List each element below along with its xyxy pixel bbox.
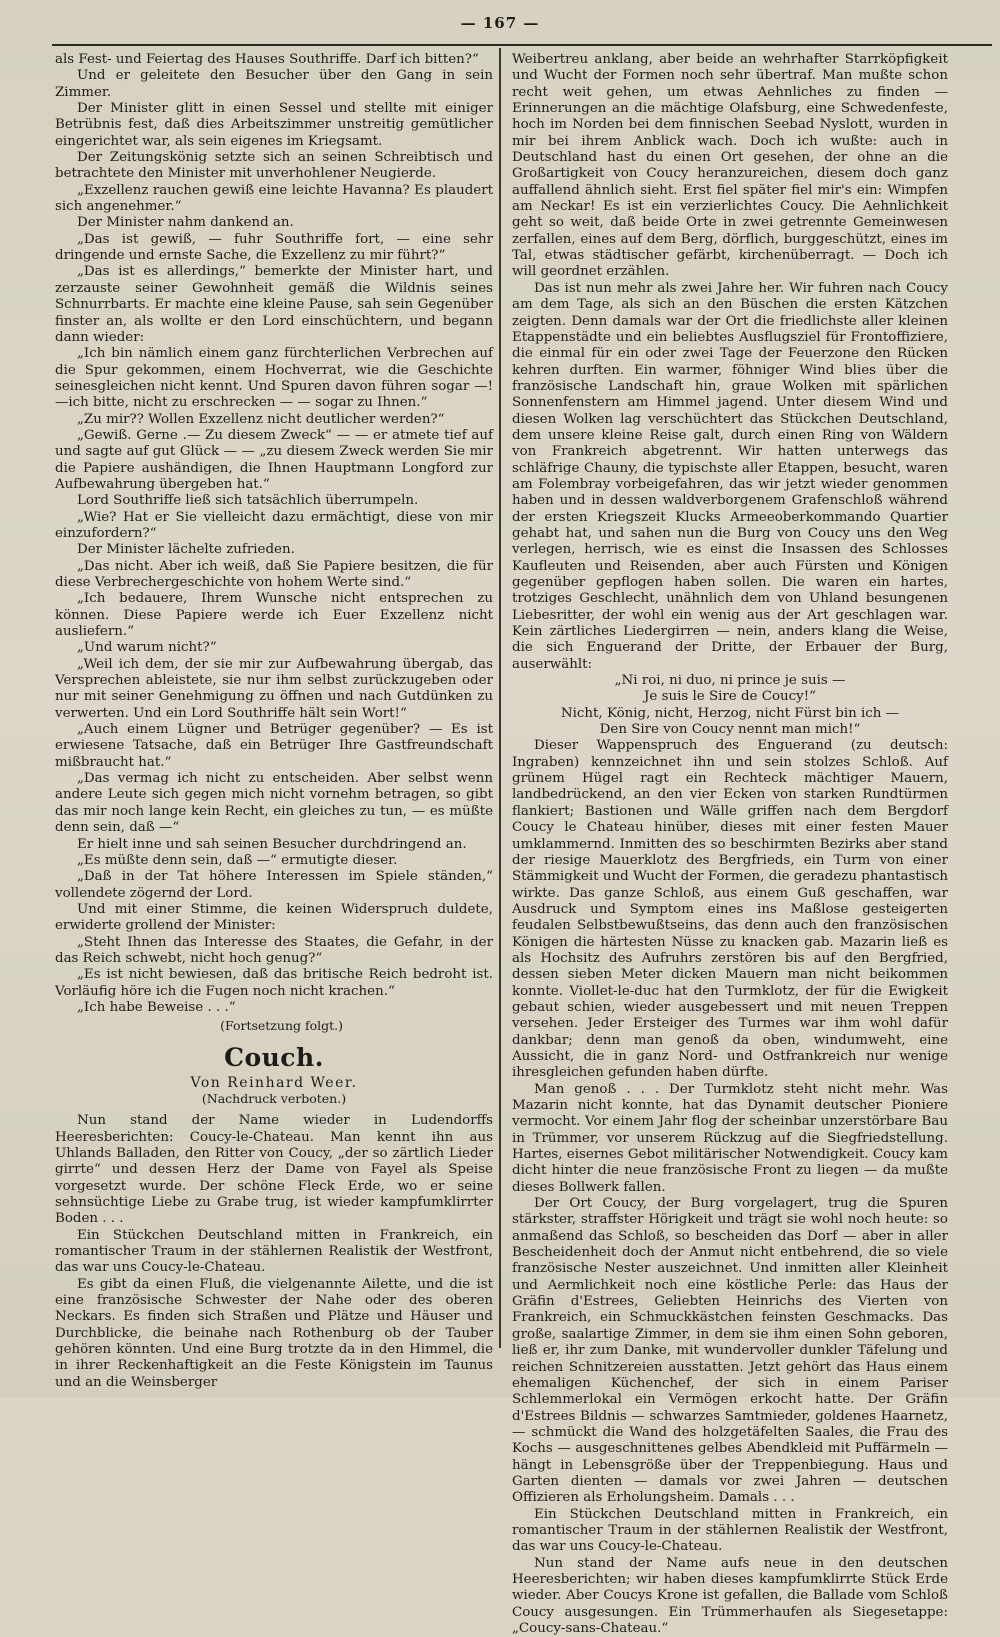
- paragraph: Nun stand der Name aufs neue in den deutschen Heeresberichten; wir haben dieses kampfumklirrte Stück Erde wieder. Aber Coucys Krone ist gefallen, die Ballade vom Schloß Coucy ausgesungen. Ein Trümmerhaufen als Siegesetappe: „Coucy-sans-Chateau.“: [512, 1555, 948, 1636]
- paragraph: Ein Stückchen Deutschland mitten in Frankreich, ein romantischer Traum in der stählernen Realistik der Westfront, das war uns Coucy-le-Chateau.: [55, 1227, 493, 1276]
- paragraph: Der Minister glitt in einen Sessel und stellte mit einiger Betrübnis fest, daß dies Arbeitszimmer unstreitig gemütlicher eingerichtet war, als sein eigenes im Kriegsamt.: [55, 101, 493, 149]
- column-divider: [499, 48, 501, 1348]
- paragraph: „Gewiß. Gerne .— Zu diesem Zweck“ — — er atmete tief auf und sagte auf gut Glück — — „zu diesem Zweck werden Sie mir die Papiere aushändigen, die Ihnen Hauptmann Longford zur Aufbewahrung übergeben hat.“: [55, 427, 493, 492]
- paragraph: „Und warum nicht?“: [77, 640, 217, 656]
- paragraph: „Das vermag ich nicht zu entscheiden. Aber selbst wenn andere Leute sich gegen mich nicht vornehm betragen, so gibt das mir noch lange kein Recht, ein gleiches zu tun, — es müßte denn sein, daß —“: [55, 771, 493, 836]
- paragraph: „Auch einem Lügner und Betrüger gegenüber? — Es ist erwiesene Tatsache, daß ein Betrüger Ihre Gastfreundschaft mißbraucht hat.“: [55, 722, 493, 770]
- paragraph: „Exzellenz rauchen gewiß eine leichte Havanna? Es plaudert sich angenehmer.“: [55, 182, 493, 215]
- paragraph: „Ich bedauere, Ihrem Wunsche nicht entsprechen zu können. Diese Papiere werde ich Euer Exzellenz nicht ausliefern.“: [55, 591, 493, 640]
- paragraph: Man genoß . . . Der Turmklotz steht nicht mehr. Was Mazarin nicht konnte, hat das Dynamit deutscher Pioniere vermocht. Vor einem Jahr flog der scheinbar unzerstörbare Bau in Trümmer, vor unserem Rückzug auf die Siegfriedstellung. Hartes, eisernes Gebot militärischer Notwendigkeit. Coucy kam dicht hinter die neue französische Front zu liegen — da mußte dieses Bollwerk fallen.: [512, 1081, 948, 1195]
- paragraph: als Fest- und Feiertag des Hauses Southriffe. Darf ich bitten?“: [55, 52, 479, 67]
- paragraph: Der Zeitungskönig setzte sich an seinen Schreibtisch und betrachtete den Minister mit unverhohlener Neugierde.: [55, 150, 493, 182]
- page-number: — 167 —: [460, 14, 540, 32]
- paragraph: „Ich bin nämlich einem ganz fürchterlichen Verbrechen auf die Spur gekommen, einem Hochverrat, wie die Geschichte seinesgleichen nicht kennt. Und Spuren davon führen sogar —! —ich bitte, nicht zu erschrecken — — sogar zu Ihnen.“: [55, 346, 493, 411]
- paragraph: „Steht Ihnen das Interesse des Staates, die Gefahr, in der das Reich schwebt, nicht hoch genug?“: [55, 934, 493, 966]
- paragraph: Der Minister lächelte zufrieden.: [77, 542, 295, 558]
- paragraph: „Das ist es allerdings,“ bemerkte der Minister hart, und zerzauste seiner Gewohnheit gemäß die Wildnis seines Schnurrbarts. Er machte eine kleine Pause, sah sein Gegenüber finster an, als wollte er den Lord einschüchtern, und begann dann wieder:: [55, 264, 493, 345]
- paragraph: Und er geleitete den Besucher über den Gang in sein Zimmer.: [55, 68, 493, 100]
- top-rule: [52, 44, 992, 46]
- paragraph: Dieser Wappenspruch des Enguerand (zu deutsch: Ingraben) kennzeichnet ihn und sein stolzes Schloß. Auf grünem Hügel ragt ein Rechteck mächtiger Mauern, landbedrückend, an den vier Ecken von starken Rundtürmen flankiert; Bastionen und Wälle griffen nach dem Bergdorf Coucy le Chateau hinüber, dieses mit einer festen Mauer umklammernd. Inmitten des so beschirmten Bezirks aber stand der riesige Mauerklotz des Bergfrieds, ein Turm von einer Stämmigkeit und Wucht der Formen, die geradezu phantastisch wirkte. Das ganze Schloß, aus einem Guß geschaffen, war Ausdruck und Symptom eines ins Maßlose gesteigerten feudalen Selbstbewußtseins, das denn auch den französischen Königen die härtesten Nüsse zu knacken gab. Mazarin ließ es als Hochsitz des Aufruhrs zerstören bis auf den Bergfried, dessen sieben Meter dicken Mauern man nicht beikommen konnte. Viollet-le-duc hat den Turmklotz, der für die Ewigkeit gebaut schien, wieder ausgebessert und mit neuen Treppen versehen. Jeder Ersteiger des Turmes war ihm wohl dafür dankbar; denn man genoß da oben, windumweht, eine Aussicht, die in ganz Nord- und Ostfrankreich nur wenige ihresgleichen gefunden haben dürfte.: [512, 738, 948, 1081]
- reprint-notice: (Nachdruck verboten.): [201, 1090, 347, 1106]
- verse-line: Den Sire von Coucy nennt man mich!“: [599, 722, 861, 738]
- paragraph: Und mit einer Stimme, die keinen Widerspruch duldete, erwiderte grollend der Minister:: [55, 901, 493, 934]
- paragraph: „Weil ich dem, der sie mir zur Aufbewahrung übergab, das Versprechen ableistete, sie nur ihm selbst zurückzugeben oder nur mit seiner Genehmigung zu öffnen und nach Gutdünken zu verwerten. Und ein Lord Southriffe hält sein Wort!“: [55, 656, 493, 721]
- paragraph: „Es müßte denn sein, daß —“ ermutigte dieser.: [77, 852, 398, 868]
- paragraph: „Ich habe Beweise . . .“: [77, 999, 236, 1015]
- paragraph: Der Minister nahm dankend an.: [77, 215, 294, 231]
- right-column: [512, 52, 948, 1637]
- verse-line: Je suis le Sire de Coucy!“: [644, 689, 816, 705]
- paragraph: „Daß in der Tat höhere Interessen im Spiele ständen,“ vollendete zögernd der Lord.: [55, 869, 493, 901]
- paragraph: Nun stand der Name wieder in Ludendorffs Heeresberichten: Coucy-le-Chateau. Man kennt ihn aus Uhlands Balladen, den Ritter von Coucy, „der so zärtlich Lieder girrte“ und dessen Herz der Dame von Fayel als Speise vorgesetzt wurde. Der schöne Fleck Erde, wo er seine sehnsüchtige Liebe zu Grabe trug, ist wieder kampfumklirrter Boden . . .: [55, 1113, 493, 1227]
- verse-line: „Ni roi, ni duo, ni prince je suis —: [614, 673, 846, 689]
- paragraph: Weibertreu anklang, aber beide an wehrhafter Starrköpfigkeit und Wucht der Formen noch sehr übertraf. Man mußte schon recht weit gehen, um etwas Aehnliches zu finden — Erinnerungen an die mächtige Olafsburg, eine Schwedenfeste, hoch im Norden bei dem finnischen Seebad Nyslott, wurden in mir bei ihrem Anblick wach. Doch ich wußte: auch in Deutschland hast du einen Ort gesehen, der ohne an die Großartigkeit von Coucy heranzureichen, diesem doch ganz auffallend ähnlich sieht. Erst fiel später fiel mir's ein: Wimpfen am Neckar! Es ist ein verzierlichtes Coucy. Die Aehnlichkeit geht so weit, daß beide Orte in zwei getrennte Gemeinwesen zerfallen, eines auf dem Berg, dörflich, burggeschützt, eines im Tal, etwas städtischer gefärbt, kirchenüberragt. — Doch ich will geordnet erzählen.: [512, 52, 948, 280]
- paragraph: Es gibt da einen Fluß, die vielgenannte Ailette, und die ist eine französische Schwester der Nahe oder des oberen Neckars. Es finden sich Straßen und Plätze und Häuser und Durchblicke, die beinahe nach Rothenburg ob der Tauber gehören könnten. Und eine Burg trotzte da in den Himmel, die in ihrer Reckenhaftigkeit an die Feste Königstein im Taunus und an die Weinsberger: [55, 1276, 493, 1390]
- article-title: Couch.: [224, 1042, 324, 1072]
- paragraph: „Das ist gewiß, — fuhr Southriffe fort, — eine sehr dringende und ernste Sache, die Exzellenz zu mir führt?“: [55, 231, 493, 264]
- paragraph: Er hielt inne und sah seinen Besucher durchdringend an.: [77, 836, 467, 852]
- paragraph: „Zu mir?? Wollen Exzellenz nicht deutlicher werden?“: [77, 411, 445, 427]
- continuation-note: (Fortsetzung folgt.): [220, 1018, 343, 1034]
- paragraph: Das ist nun mehr als zwei Jahre her. Wir fuhren nach Coucy am dem Tage, als sich an den Büschen die ersten Kätzchen zeigten. Denn damals war der Ort die friedlichste aller kleinen Etappenstädte und ein beliebtes Ausflugsziel für Frontoffiziere, die einmal für ein oder zwei Tage der Feuerzone den Rücken kehren durften. Ein warmer, föhniger Wind blies über die französische Landschaft hin, graue Wolken mit spärlichen Sonnenfenstern am Himmel jagend. Unter diesem Wind und diesen Wolken lag verschüchtert das Stückchen Deutschland, dem unsere kleine Reise galt, durch einen Ring von Wäldern von Frankreich abgetrennt. Wir hatten unterwegs das schläfrige Chauny, die typischste aller Etappen, besucht, waren am Folembray vorbeigefahren, das wir jetzt wieder genommen haben und in dessen waldverborgenem Grafenschloß während der ersten Kriegszeit Klucks Armeeoberkommando Quartier gehabt hat, und sahen nun die Burg von Coucy uns den Weg verlegen, herrisch, wie es einst die Insassen des Schlosses Kaufleuten und Reisenden, aber auch Fürsten und Königen gegenüber gepflogen haben sollen. Die waren ein hartes, trotziges Geschlecht, unähnlich dem von Uhland besungenen Liebesritter, der wohl ein wenig aus der Art geschlagen war. Kein zärtliches Liedergirren — nein, anders klang die Weise, die sich Enguerand der Dritte, der Erbauer der Burg, auserwählt:: [512, 280, 948, 672]
- paragraph: „Das nicht. Aber ich weiß, daß Sie Papiere besitzen, die für diese Verbrechergeschichte von hohem Werte sind.“: [55, 558, 493, 590]
- paragraph: „Es ist nicht bewiesen, daß das britische Reich bedroht ist. Vorläufig höre ich die Fugen noch nicht krachen.“: [55, 967, 493, 999]
- article-author: Von Reinhard Weer.: [190, 1074, 358, 1091]
- paragraph: Lord Southriffe ließ sich tatsächlich überrumpeln.: [77, 493, 419, 509]
- paragraph: Der Ort Coucy, der Burg vorgelagert, trug die Spuren stärkster, straffster Hörigkeit und trägt sie wohl noch heute: so anmaßend das Schloß, so bescheiden das Dorf — aber in aller Bescheidenheit doch der Anmut nicht entbehrend, die so viele französische Nester auszeichnet. Und inmitten aller Kleinheit und Aermlichkeit noch eine köstliche Perle: das Haus der Gräfin d'Estrees, Geliebten Heinrichs des Vierten von Frankreich, ein Schmuckkästchen feinsten Geschmacks. Das große, saalartige Zimmer, in dem sie ihm einen Sohn geboren, ließ er, ihr zum Danke, mit wundervoller dunkler Täfelung und reichen Schnitzereien ausstatten. Jetzt gehört das Haus einem ehemaligen Küchenchef, der sich in einem Pariser Schlemmerlokal ein Vermögen erkocht hatte. Der Gräfin d'Estrees Bildnis — schwarzes Samtmieder, goldenes Haarnetz, — schmückt die Wand des holzgetäfelten Saales, die Frau des Kochs — ausgeschnittenes gelbes Abendkleid mit Puffärmeln — hängt in Lebensgröße über der Treppenbiegung. Haus und Garten dienten — damals vor zwei Jahren — deutschen Offizieren als Erholungsheim. Damals . . .: [512, 1196, 948, 1506]
- verse-line: Nicht, König, nicht, Herzog, nicht Fürst bin ich —: [560, 705, 900, 721]
- left-column: [55, 52, 493, 1391]
- paragraph: „Wie? Hat er Sie vielleicht dazu ermächtigt, diese von mir einzufordern?“: [55, 509, 493, 541]
- paragraph: Ein Stückchen Deutschland mitten in Frankreich, ein romantischer Traum in der stählernen Realistik der Westfront, das war uns Coucy-le-Chateau.: [512, 1506, 948, 1555]
